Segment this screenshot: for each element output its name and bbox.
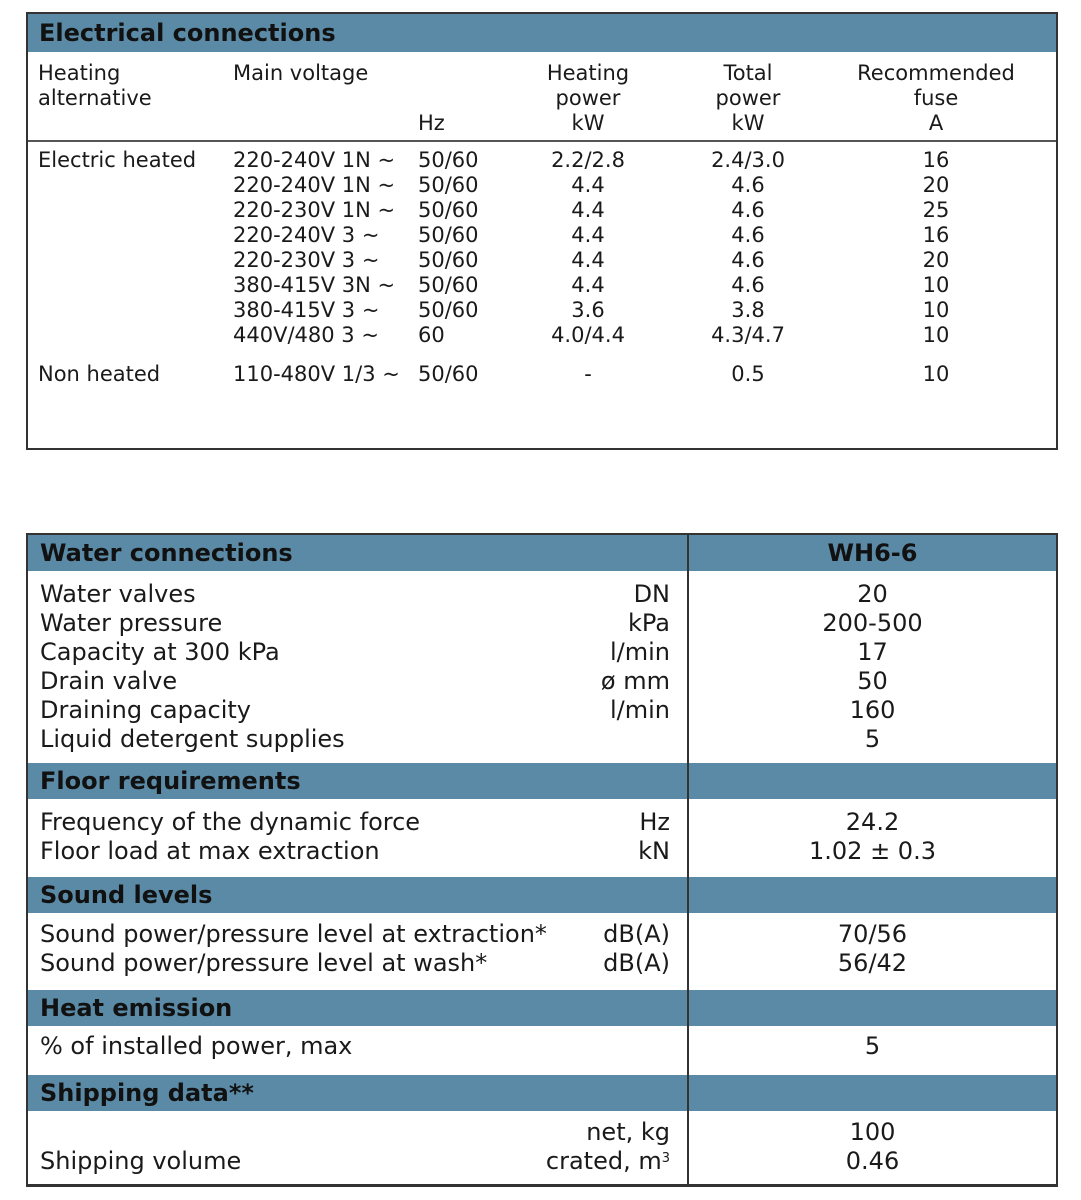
total-power-cell: 2.4/3.0 [711, 148, 785, 172]
spec-unit: DN [633, 580, 670, 608]
heating-power-cell: 4.0/4.4 [551, 323, 625, 347]
spec-label: Shipping volume [40, 1147, 242, 1175]
fuse-cell: 25 [922, 198, 950, 222]
section-title: Floor requirements [40, 767, 301, 795]
spec-unit: kN [638, 837, 670, 865]
heating-alternative-label: Electric heated [38, 148, 197, 172]
spec-value: 1.02 ± 0.3 [809, 837, 936, 865]
spec-row [28, 1032, 1056, 1061]
spec-unit: dB(A) [603, 949, 670, 977]
spec-section [28, 877, 1056, 978]
spec-label: Floor load at max extraction [40, 837, 380, 865]
spec-unit: l/min [609, 696, 670, 724]
spec-value: 56/42 [837, 949, 908, 977]
spec-value: 160 [849, 696, 896, 724]
spec-value: 5 [864, 1032, 881, 1060]
spec-label: Water pressure [40, 609, 223, 637]
voltage-cell: 440V/480 3 ~ [233, 323, 379, 347]
spec-unit: kPa [628, 609, 670, 637]
spec-row [28, 1118, 1056, 1147]
spec-section [28, 535, 1056, 754]
heating-power-cell: 4.4 [571, 198, 605, 222]
voltage-cell: 220-240V 1N ~ [233, 173, 396, 197]
spec-unit: dB(A) [603, 920, 670, 948]
header-main-voltage: Main voltage [233, 61, 369, 85]
spec-label: Drain valve [40, 667, 178, 695]
electrical-connections-title: Electrical connections [28, 14, 1056, 52]
header-divider [28, 140, 1056, 142]
spec-unit: l/min [609, 638, 670, 666]
section-header [28, 877, 1056, 913]
total-power-cell: 4.6 [731, 223, 765, 247]
fuse-cell: 10 [922, 298, 950, 322]
spec-row [28, 949, 1056, 978]
heating-power-cell: 4.4 [571, 273, 605, 297]
voltage-cell: 220-240V 1N ~ [233, 148, 396, 172]
spec-row [28, 920, 1056, 949]
voltage-cell: 380-415V 3 ~ [233, 298, 380, 322]
hz-cell: 50/60 [418, 173, 479, 197]
section-header [28, 1075, 1056, 1111]
spec-value: 0.46 [845, 1147, 900, 1175]
spec-row [28, 837, 1056, 866]
spec-label: Draining capacity [40, 696, 251, 724]
total-power-cell: 4.6 [731, 273, 765, 297]
hz-cell: 60 [418, 323, 445, 347]
spec-value: 20 [857, 580, 888, 608]
spec-unit: net, kg [586, 1118, 670, 1146]
total-power-cell: 4.6 [731, 248, 765, 272]
header-heating-alternative: Heating alternative [38, 61, 152, 110]
spec-label: Frequency of the dynamic force [40, 808, 421, 836]
heating-power-cell: - [584, 362, 592, 386]
fuse-cell: 20 [922, 248, 950, 272]
spec-row [28, 667, 1056, 696]
hz-cell: 50/60 [418, 273, 479, 297]
heating-power-cell: 3.6 [571, 298, 605, 322]
fuse-cell: 10 [922, 323, 950, 347]
hz-cell: 50/60 [418, 148, 479, 172]
header-total-power: Total power kW [715, 61, 781, 135]
heating-power-cell: 2.2/2.8 [551, 148, 625, 172]
header-hz: Hz [418, 111, 445, 135]
spec-value: 24.2 [845, 808, 900, 836]
hz-cell: 50/60 [418, 298, 479, 322]
voltage-cell: 220-230V 1N ~ [233, 198, 396, 222]
header-recommended-fuse: Recommended fuse A [857, 61, 1015, 135]
spec-row [28, 696, 1056, 725]
electrical-connections-table [26, 12, 1058, 450]
section-header [28, 990, 1056, 1026]
heating-power-cell: 4.4 [571, 173, 605, 197]
hz-cell: 50/60 [418, 248, 479, 272]
spec-unit-text: crated, m [545, 1147, 662, 1175]
total-power-cell: 4.6 [731, 173, 765, 197]
fuse-cell: 16 [922, 223, 950, 247]
spec-row [28, 808, 1056, 837]
voltage-cell: 380-415V 3N ~ [233, 273, 396, 297]
spec-label: Water valves [40, 580, 196, 608]
spec-value: 17 [857, 638, 888, 666]
header-heating-power: Heating power kW [546, 61, 630, 135]
specifications-table [26, 533, 1058, 1187]
spec-row [28, 638, 1056, 667]
voltage-cell: 220-230V 3 ~ [233, 248, 380, 272]
heating-power-cell: 4.4 [571, 223, 605, 247]
spec-value: 200-500 [822, 609, 923, 637]
total-power-cell: 4.3/4.7 [711, 323, 785, 347]
hz-cell: 50/60 [418, 223, 479, 247]
spec-value: 5 [864, 725, 881, 753]
voltage-cell: 110-480V 1/3 ~ [233, 362, 400, 386]
spec-section [28, 763, 1056, 866]
section-title: Heat emission [40, 994, 233, 1022]
spec-row [28, 725, 1056, 754]
section-header [28, 763, 1056, 799]
total-power-cell: 4.6 [731, 198, 765, 222]
fuse-cell: 10 [922, 273, 950, 297]
section-title: Water connections [40, 539, 293, 567]
hz-cell: 50/60 [418, 198, 479, 222]
spec-section [28, 990, 1056, 1061]
spec-row [28, 609, 1056, 638]
spec-value: 70/56 [837, 920, 908, 948]
spec-label: % of installed power, max [40, 1032, 353, 1060]
spec-unit-superscript: 3 [661, 1151, 670, 1166]
spec-value: 100 [849, 1118, 896, 1146]
spec-row [28, 580, 1056, 609]
total-power-cell: 3.8 [731, 298, 765, 322]
column-divider [687, 535, 689, 1184]
spec-label: Sound power/pressure level at wash* [40, 949, 488, 977]
spec-section [28, 1075, 1056, 1176]
spec-unit: Hz [639, 808, 670, 836]
spec-label: Capacity at 300 kPa [40, 638, 280, 666]
heating-power-cell: 4.4 [571, 248, 605, 272]
spec-row [28, 1147, 1056, 1176]
model-name: WH6-6 [827, 539, 918, 567]
total-power-cell: 0.5 [731, 362, 765, 386]
voltage-cell: 220-240V 3 ~ [233, 223, 380, 247]
fuse-cell: 16 [922, 148, 950, 172]
fuse-cell: 20 [922, 173, 950, 197]
hz-cell: 50/60 [418, 362, 479, 386]
spec-label: Liquid detergent supplies [40, 725, 345, 753]
section-header [28, 535, 1056, 571]
spec-label: Sound power/pressure level at extraction* [40, 920, 547, 948]
fuse-cell: 10 [922, 362, 950, 386]
spec-unit: ø mm [600, 667, 670, 695]
spec-unit [546, 1147, 670, 1176]
section-title: Sound levels [40, 881, 213, 909]
section-title: Shipping data** [40, 1079, 254, 1107]
spec-value: 50 [857, 667, 888, 695]
heating-alternative-label: Non heated [38, 362, 161, 386]
